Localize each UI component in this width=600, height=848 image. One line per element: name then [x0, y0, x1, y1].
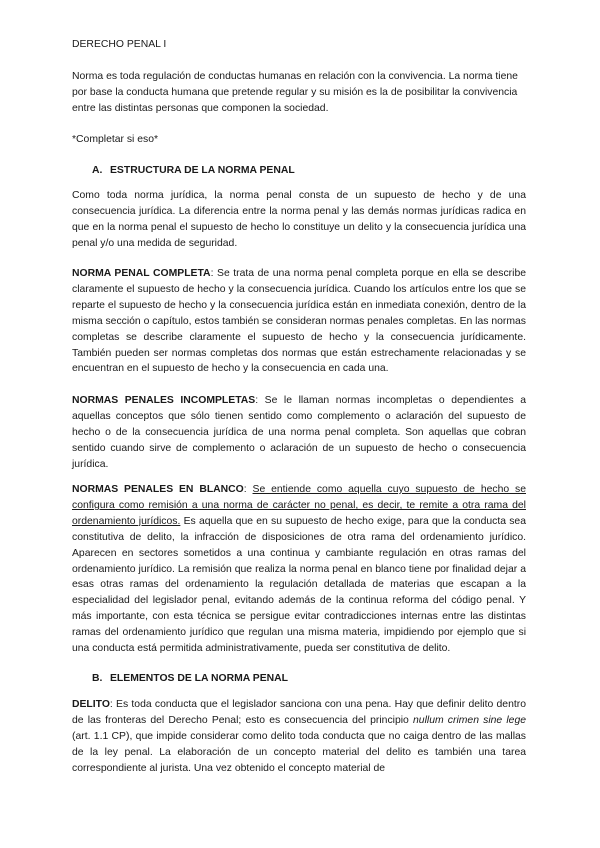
section-b-title: ELEMENTOS DE LA NORMA PENAL [110, 673, 288, 684]
intro-paragraph: Norma es toda regulación de conductas humanas en relación con la convivencia. La norma tiene por base la conducta humana que pretende regular y su misión es la de posibilitar la convivencia entre las distintas personas que componen la sociedad. [72, 71, 518, 114]
completion-note: *Completar si eso* [72, 134, 159, 145]
norma-completa-term: NORMA PENAL COMPLETA [72, 268, 211, 279]
normas-en-blanco-text: Es aquella que en su supuesto de hecho exige, para que la conducta sea constitutiva de delito, la infracción de disposiciones de otra rama del ordenamiento jurídico. Aparecen en sectores sometidos a una continua y cambiante regulación en otras ramas del ordenamiento jurídico. La remisión que realiza la norma penal en blanco tiene por finalidad dejar a esas otras ramas del ordenamiento la regulación detallada de materias que escapan a la especialidad del legislador penal, evitando además de la continua reforma del código penal. Y más importante, con esta técnica se persigue evitar contradicciones internas entre las distintas ramas del ordenamiento jurídico que regulan una misma materia, impidiendo por ejemplo que si una conducta está permitida administrativamente, pueda ser constitutiva de delito. [72, 515, 526, 655]
delito-text-start: : Es toda conducta que el legislador sanciona con una pena. Hay que definir delito dentro de las fronteras del Derecho Penal; esto es consecuencia del principio [72, 699, 526, 726]
norma-completa-text: : Se trata de una norma penal completa porque en ella se describe claramente el supuesto de hecho y la consecuencia jurídica. Cuando los artículos entre los que se reparte el supuesto de hecho y la consecuencia jurídica están en inmediata conexión, dentro de la misma sección o capítulo, estos también se consideran normas penales completas. En las normas completas se describe claramente el supuesto de hecho y la consecuencia jurídicamente. También pueden ser normas completas dos normas que están estrechamente relacionadas y se encuentran en el supuesto de hecho y la consecuencia en cada una. [72, 268, 527, 375]
norma-completa-paragraph [72, 266, 526, 377]
normas-incompletas-term: NORMAS PENALES INCOMPLETAS [72, 395, 256, 406]
section-a-letter: A. [92, 165, 103, 176]
document-title: DERECHO PENAL I [72, 39, 167, 50]
normas-incompletas-text: : Se le llaman normas incompletas o dependientes a aquellas conceptos que sólo tienen sentido como complemento o aclaración del supuesto de hecho o de la consecuencia jurídica de una norma penal completa. Son aquellas que cobran sentido cuando sirve de complemento o aclaración de un supuesto de hecho o consecuencia jurídica. [72, 395, 526, 470]
delito-term: DELITO [72, 699, 110, 710]
section-a-title: ESTRUCTURA DE LA NORMA PENAL [110, 165, 295, 176]
section-a-paragraph: Como toda norma jurídica, la norma penal consta de un supuesto de hecho y de una consecuencia jurídica. La diferencia entre la norma penal y las demás normas jurídicas radica en que en la norma penal el supuesto de hecho lo constituye un delito y la consecuencia jurídica una penal y/o una medida de seguridad. [72, 190, 526, 249]
section-b-heading [92, 671, 288, 687]
normas-en-blanco-separator: : [243, 484, 253, 495]
section-b-letter: B. [92, 673, 103, 684]
normas-en-blanco-paragraph [72, 482, 526, 657]
normas-en-blanco-term: NORMAS PENALES EN BLANCO [72, 484, 244, 495]
section-a-heading [92, 163, 295, 179]
delito-latin-phrase: nullum crimen sine lege [413, 714, 527, 726]
normas-incompletas-paragraph [72, 393, 526, 473]
delito-text-end: (art. 1.1 CP), que impide considerar como delito toda conducta que no caiga dentro de las mallas de la ley penal. La elaboración de un concepto material del delito es también una tarea correspondiente al jurista. Una vez obtenido el concepto material de [72, 730, 526, 774]
delito-paragraph [72, 697, 526, 777]
normas-en-blanco-definition: Se entiende como aquella cuyo supuesto de hecho se configura como remisión a una norma de carácter no penal, es decir, te remite a otra rama del ordenamiento jurídicos. [72, 484, 526, 527]
